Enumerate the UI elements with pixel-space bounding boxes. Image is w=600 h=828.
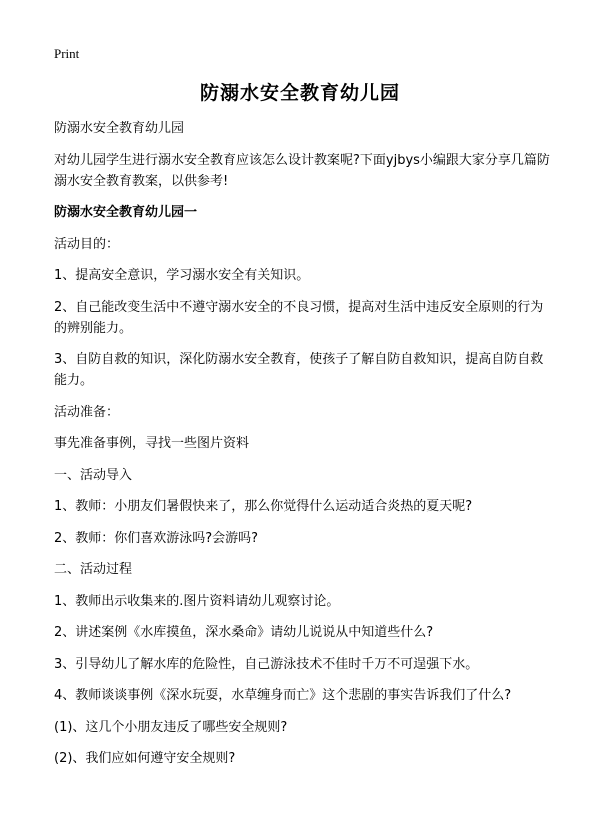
paragraph-subtitle: 防溺水安全教育幼儿园 <box>54 121 185 136</box>
document-title: 防溺水安全教育幼儿园 <box>199 82 400 104</box>
paragraph-part-two: 二、活动过程 <box>54 562 133 577</box>
paragraph-intro: 对幼儿园学生进行溺水安全教育应该怎么设计教案呢?下面yjbys小编跟大家分享几篇防溺水安全教育教案，以供参考! <box>54 152 550 189</box>
paragraph-part-one: 一、活动导入 <box>54 467 133 483</box>
paragraph-purpose-1: 1、提高安全意识，学习溺水安全有关知识。 <box>54 268 310 283</box>
section-heading: 防溺水安全教育幼儿园一 <box>54 205 198 220</box>
paragraph-intro-1: 1、教师：小朋友们暑假快来了，那么你觉得什么运动适合炎热的夏天呢? <box>54 499 473 514</box>
paragraph-purpose-3: 3、自防自救的知识，深化防溺水安全教育，使孩子了解自防自救知识，提高自防自救能力。 <box>54 352 544 388</box>
paragraph-process-4: 4、教师谈谈事例《深水玩耍，水草缠身而亡》这个悲剧的事实告诉我们了什么? <box>54 688 512 703</box>
paragraph-process-2: 2、讲述案例《水库摸鱼，深水桑命》请幼儿说说从中知道些什么? <box>54 625 434 640</box>
paragraph-question-1: (1)、这几个小朋友违反了哪些安全规则? <box>54 719 288 735</box>
document-body <box>54 118 554 780</box>
print-link[interactable]: Print <box>54 46 80 61</box>
paragraph-purpose-2: 2、自己能改变生活中不遵守溺水安全的不良习惯，提高对生活中违反安全原则的行为的辨别能力。 <box>54 299 544 336</box>
paragraph-prep: 事先准备事例，寻找一些图片资料 <box>54 436 250 451</box>
paragraph-prep-label: 活动准备： <box>54 404 120 420</box>
paragraph-question-2: (2)、我们应如何遵守安全规则? <box>54 751 236 766</box>
paragraph-process-1: 1、教师出示收集来的.图片资料请幼儿观察讨论。 <box>54 593 340 609</box>
paragraph-process-3: 3、引导幼儿了解水库的危险性，自己游泳技术不佳时千万不可逞强下水。 <box>54 656 479 672</box>
paragraph-purpose-label: 活动目的： <box>54 236 120 252</box>
paragraph-intro-2: 2、教师：你们喜欢游泳吗?会游吗? <box>54 530 259 546</box>
